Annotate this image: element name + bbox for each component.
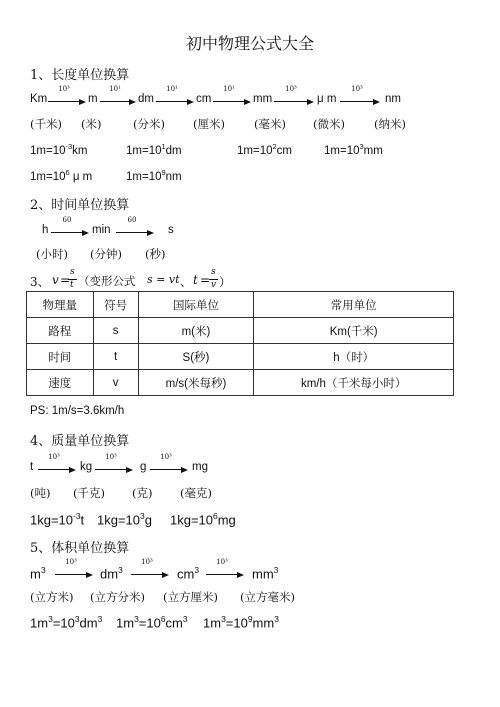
page-title: 初中物理公式大全: [185, 34, 314, 53]
mass-eq-g: $1kg=10^3g$: [97, 511, 152, 528]
table-cell: S(秒): [138, 344, 254, 370]
arrow-t-kg: 10³: [38, 460, 76, 472]
name-cubic-meter: (立方米): [30, 590, 74, 604]
table-cell: s: [93, 318, 138, 344]
name-nm: (纳米): [374, 117, 406, 131]
table-header-cell: 符号: [93, 292, 138, 318]
name-cubic-millimeter: (立方毫米): [240, 590, 295, 604]
table-row: [27, 344, 454, 370]
table-row: [27, 370, 454, 396]
arrow-cm-mm: 10¹: [213, 92, 251, 104]
volume-eq-dm3: $1m^3=10^3dm^3$: [30, 614, 103, 631]
unit-cm3: $cm^3$: [177, 565, 200, 582]
table-header-cell: 常用单位: [254, 292, 454, 318]
unit-m: m: [88, 93, 98, 105]
arrow-min-s: 60: [116, 223, 154, 235]
unit-dm: dm: [138, 93, 154, 105]
table-cell: Km(千米): [254, 318, 454, 344]
section-5-heading: 5、体积单位换算: [30, 541, 130, 556]
arrow-dm3-cm3: 10³: [131, 565, 169, 577]
section-1-heading: 1、长度单位换算: [30, 68, 130, 83]
mass-eq-t: $1kg=10^{-3}t$: [30, 511, 85, 528]
arrow-dm-cm: 10¹: [156, 92, 194, 104]
table-cell: m(米): [138, 318, 254, 344]
table-cell: 速度: [27, 370, 94, 396]
arrow-g-mg: 10³: [150, 460, 188, 472]
speed-table: [26, 291, 454, 396]
unit-mm3: $mm^3$: [252, 565, 279, 582]
section-4-heading: 4、质量单位换算: [30, 434, 130, 449]
table-header-cell: 物理量: [27, 292, 94, 318]
name-km: (千米): [30, 117, 62, 131]
name-cubic-decimeter: (立方分米): [90, 590, 145, 604]
name-gram: (克): [132, 486, 153, 500]
unit-um: μ m: [317, 93, 337, 105]
table-row: [27, 318, 454, 344]
length-eq-cm: $1m=10^2cm$: [237, 142, 292, 157]
section-2-heading: 2、时间单位换算: [30, 198, 130, 213]
name-kilogram: (千克): [73, 486, 105, 500]
name-mm: (毫米): [254, 117, 286, 131]
unit-s: s: [168, 224, 174, 236]
table-cell: m/s(米每秒): [138, 370, 254, 396]
arrow-m-dm: 10¹: [100, 92, 136, 104]
table-header-cell: 国际单位: [138, 292, 254, 318]
volume-eq-mm3: $1m^3=10^9mm^3$: [203, 614, 279, 631]
unit-m3: $m^3$: [30, 565, 46, 582]
table-cell: 路程: [27, 318, 94, 344]
table-cell: km/h（千米每小时）: [254, 370, 454, 396]
unit-h: h: [42, 224, 49, 236]
unit-dm3: $dm^3$: [100, 565, 123, 582]
table-cell: h（时）: [254, 344, 454, 370]
name-cubic-centimeter: (立方厘米): [163, 590, 218, 604]
table-header-row: [27, 292, 454, 318]
name-dm: (分米): [133, 117, 165, 131]
unit-nm: nm: [385, 93, 401, 105]
arrow-h-min: 60: [51, 223, 89, 235]
name-second: (秒): [145, 247, 166, 261]
unit-mg: mg: [192, 461, 208, 473]
arrow-m3-dm3: 10³: [55, 565, 93, 577]
name-minute: (分钟): [90, 247, 122, 261]
table-cell: 时间: [27, 344, 94, 370]
name-cm: (厘米): [193, 117, 225, 131]
table-cell: v: [93, 370, 138, 396]
length-eq-nm: $1m=10^9nm$: [126, 168, 182, 183]
unit-cm: cm: [196, 93, 212, 105]
mass-eq-mg: $1kg=10^6mg$: [170, 511, 236, 528]
unit-t: t: [30, 461, 34, 473]
name-um: (微米): [313, 117, 345, 131]
table-cell: t: [93, 344, 138, 370]
unit-g: g: [140, 461, 147, 473]
name-milligram: (毫克): [180, 486, 212, 500]
name-hour: (小时): [36, 247, 68, 261]
name-m: (米): [81, 117, 102, 131]
ps-note: PS: 1m/s=3.6km/h: [30, 405, 125, 417]
unit-min: min: [92, 224, 111, 236]
length-eq-dm: $1m=10^1dm$: [126, 142, 182, 157]
unit-km: Km: [30, 93, 48, 105]
arrow-cm3-mm3: 10³: [206, 565, 244, 577]
arrow-kg-g: 10³: [95, 460, 133, 472]
unit-kg: kg: [80, 461, 93, 473]
arrow-um-nm: 10³: [340, 92, 380, 104]
volume-eq-cm3: $1m^3=10^6cm^3$: [116, 614, 188, 631]
length-eq-um: $1m=10^6$ μ m: [30, 168, 93, 183]
arrow-km-m: 10³: [48, 92, 86, 104]
name-ton: (吨): [30, 486, 51, 500]
length-eq-km: $1m=10^{-3}km$: [30, 142, 88, 157]
length-eq-mm: $1m=10^3mm$: [324, 142, 383, 157]
arrow-mm-um: 10³: [274, 92, 314, 104]
unit-mm: mm: [253, 93, 273, 105]
